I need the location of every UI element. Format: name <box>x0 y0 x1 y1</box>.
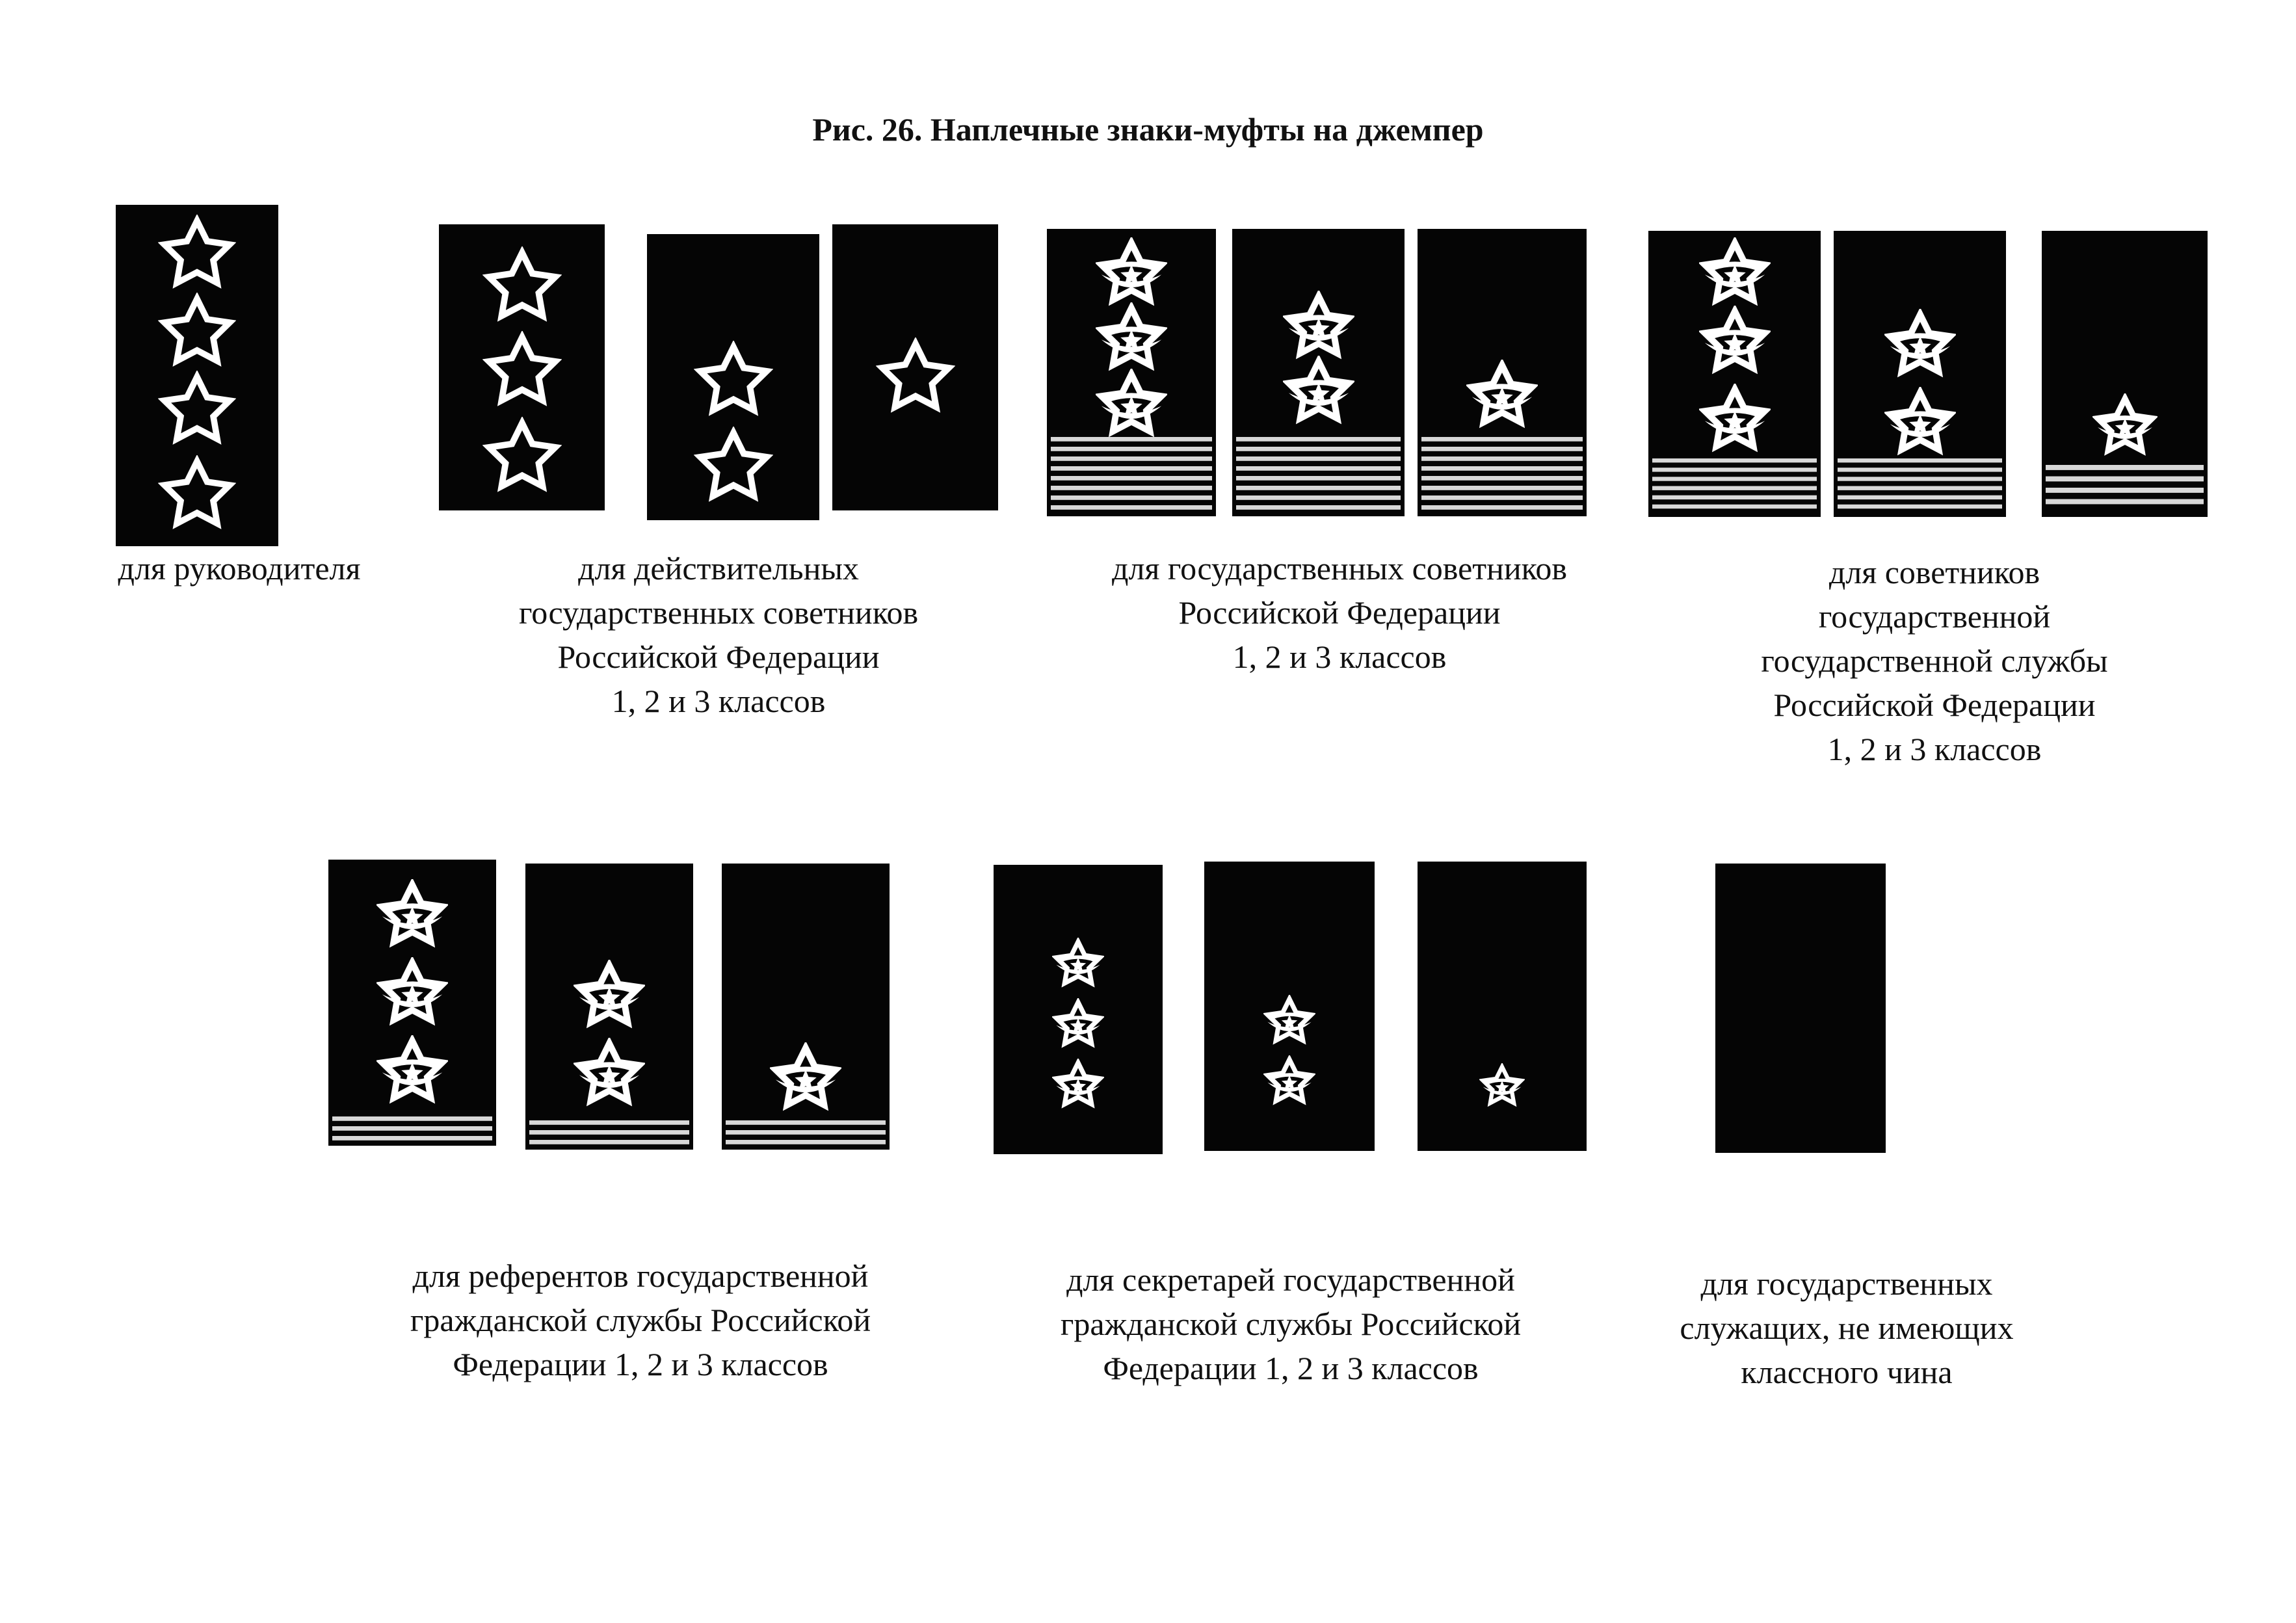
shoulder-badge <box>994 865 1163 1154</box>
shoulder-badge <box>1418 862 1587 1151</box>
emblem-star-icon <box>574 960 645 1031</box>
gallon-stripes <box>1838 458 2002 514</box>
emblem-star-icon <box>376 879 448 951</box>
gallon-stripes <box>726 1120 886 1150</box>
shoulder-badge <box>647 234 819 520</box>
shoulder-badge <box>1418 229 1587 516</box>
emblem-star-icon <box>2092 393 2157 458</box>
caption-referent: для референтов государственной гражданской службы Российской Федерации 1, 2 и 3 классов <box>410 1258 871 1382</box>
emblem-star-icon <box>1283 356 1354 427</box>
caption-deistv: для действительных государственных советников Российской Федерации 1, 2 и 3 классов <box>518 550 919 719</box>
emblem-star-icon <box>770 1042 841 1114</box>
emblem-star-icon <box>1263 1055 1315 1107</box>
gallon-stripes <box>529 1120 689 1150</box>
caption-rukovoditel: для руководителя <box>118 550 361 587</box>
star-icon <box>158 293 236 371</box>
shoulder-badge <box>1232 229 1405 516</box>
emblem-star-icon <box>1052 938 1104 990</box>
shoulder-badge <box>832 224 998 510</box>
emblem-star-icon <box>1699 237 1771 309</box>
gallon-stripes <box>1051 437 1212 515</box>
emblem-star-icon <box>1096 302 1167 374</box>
gallon-stripes <box>1236 437 1401 515</box>
emblem-star-icon <box>574 1038 645 1109</box>
emblem-star-icon <box>1884 387 1956 458</box>
shoulder-badge <box>1715 864 1886 1153</box>
emblem-star-icon <box>1884 309 1956 380</box>
shoulder-badge <box>2042 231 2208 517</box>
shoulder-badge <box>1204 862 1375 1151</box>
star-icon <box>158 215 236 293</box>
shoulder-badge <box>1648 231 1821 517</box>
emblem-star-icon <box>1466 360 1538 431</box>
emblem-star-icon <box>1263 995 1315 1047</box>
gallon-stripes <box>1421 437 1583 515</box>
emblem-star-icon <box>1052 998 1104 1050</box>
shoulder-badge <box>1047 229 1216 516</box>
star-icon <box>482 417 562 496</box>
shoulder-badge <box>1834 231 2006 517</box>
emblem-star-icon <box>1096 369 1167 440</box>
caption-bez-china: для государственных служащих, не имеющих классного чина <box>1680 1265 2014 1390</box>
emblem-star-icon <box>1096 237 1167 309</box>
emblem-star-icon <box>1699 384 1771 455</box>
shoulder-badge <box>328 860 496 1146</box>
gallon-stripes <box>332 1116 492 1146</box>
star-icon <box>482 246 562 326</box>
shoulder-badge <box>525 864 693 1150</box>
gallon-stripes <box>2046 465 2204 510</box>
star-icon <box>482 331 562 410</box>
caption-sovetnik: для советников государственной государственной службы Российской Федерации 1, 2 и 3 классов <box>1761 554 2108 767</box>
emblem-star-icon <box>1283 291 1354 362</box>
caption-gos-sovet: для государственных советников Российской Федерации 1, 2 и 3 классов <box>1112 550 1567 675</box>
emblem-star-icon <box>1479 1063 1525 1109</box>
emblem-star-icon <box>376 1035 448 1107</box>
star-icon <box>158 455 236 533</box>
star-icon <box>694 341 773 420</box>
emblem-star-icon <box>1699 306 1771 377</box>
shoulder-badge <box>439 224 605 510</box>
figure-title: Рис. 26. Наплечные знаки-муфты на джемпер <box>812 111 1484 148</box>
shoulder-badge <box>722 864 890 1150</box>
star-icon <box>694 427 773 506</box>
caption-sekretar: для секретарей государственной гражданской службы Российской Федерации 1, 2 и 3 классов <box>1060 1261 1522 1386</box>
emblem-star-icon <box>1052 1059 1104 1111</box>
star-icon <box>876 337 955 417</box>
star-icon <box>158 371 236 449</box>
shoulder-badge <box>116 205 278 546</box>
emblem-star-icon <box>376 957 448 1029</box>
gallon-stripes <box>1652 458 1817 514</box>
